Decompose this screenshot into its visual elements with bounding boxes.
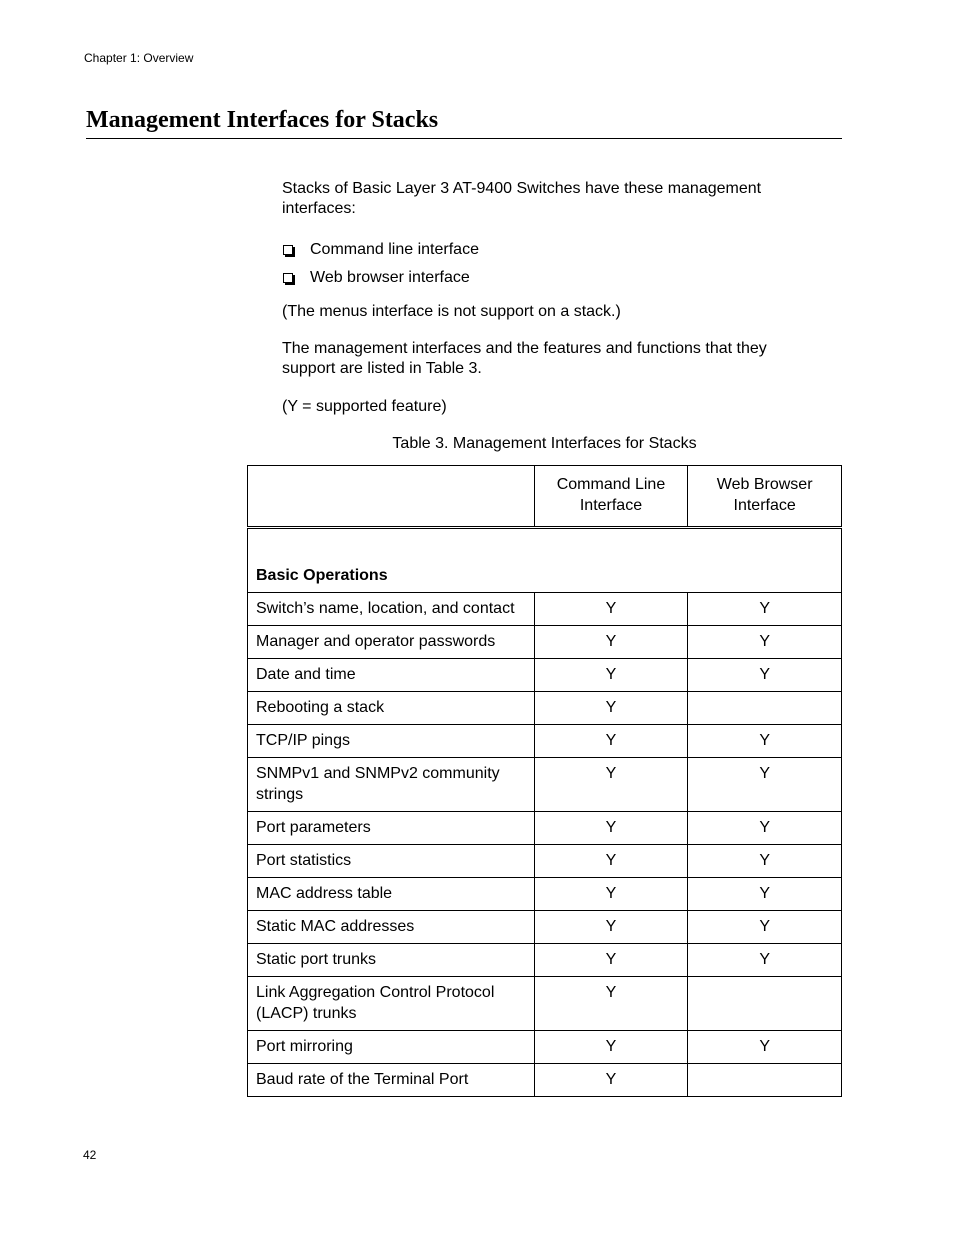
group-row-basic-operations <box>248 528 842 593</box>
web-support-cell: Y <box>688 878 842 911</box>
cli-support-cell: Y <box>534 944 688 977</box>
feature-cell: Rebooting a stack <box>248 692 535 725</box>
table-row <box>248 1064 842 1097</box>
table-header-row <box>248 466 842 528</box>
cli-support-cell: Y <box>534 626 688 659</box>
table-row <box>248 911 842 944</box>
web-support-cell: Y <box>688 911 842 944</box>
feature-cell: Date and time <box>248 659 535 692</box>
feature-cell: Static port trunks <box>248 944 535 977</box>
table-row <box>248 812 842 845</box>
web-support-cell <box>688 692 842 725</box>
section-title: Management Interfaces for Stacks <box>86 107 842 139</box>
table-row <box>248 944 842 977</box>
table-row <box>248 692 842 725</box>
bullet-item <box>282 264 479 292</box>
chapter-header: Chapter 1: Overview <box>84 51 194 65</box>
web-support-cell <box>688 1064 842 1097</box>
feature-cell: TCP/IP pings <box>248 725 535 758</box>
web-support-cell <box>688 977 842 1031</box>
table-row <box>248 878 842 911</box>
table-intro-paragraph: The management interfaces and the features and functions that they support are listed in Table 3. <box>282 340 767 377</box>
cli-support-cell: Y <box>534 812 688 845</box>
bullet-item-label: Web browser interface <box>310 269 470 286</box>
feature-cell: Port statistics <box>248 845 535 878</box>
feature-cell: SNMPv1 and SNMPv2 community strings <box>248 758 535 812</box>
cli-support-cell: Y <box>534 659 688 692</box>
web-support-cell: Y <box>688 845 842 878</box>
page-number: 42 <box>83 1148 97 1162</box>
bullet-item-label: Command line interface <box>310 241 479 258</box>
header-feature <box>248 466 535 528</box>
web-support-cell: Y <box>688 626 842 659</box>
legend-paragraph: (Y = supported feature) <box>282 398 447 415</box>
table-row <box>248 977 842 1031</box>
group-label: Basic Operations <box>248 528 842 593</box>
cli-support-cell: Y <box>534 878 688 911</box>
feature-cell: Port mirroring <box>248 1031 535 1064</box>
feature-cell: Baud rate of the Terminal Port <box>248 1064 535 1097</box>
web-support-cell: Y <box>688 725 842 758</box>
web-support-cell: Y <box>688 1031 842 1064</box>
table-caption: Table 3. Management Interfaces for Stacks <box>392 435 697 452</box>
checkbox-bullet-icon <box>283 245 293 255</box>
feature-cell: MAC address table <box>248 878 535 911</box>
table-row <box>248 659 842 692</box>
web-support-cell: Y <box>688 812 842 845</box>
cli-support-cell: Y <box>534 845 688 878</box>
table-row <box>248 725 842 758</box>
cli-support-cell: Y <box>534 758 688 812</box>
table-row <box>248 626 842 659</box>
web-support-cell: Y <box>688 944 842 977</box>
cli-support-cell: Y <box>534 1064 688 1097</box>
feature-cell: Switch’s name, location, and contact <box>248 593 535 626</box>
header-cli: Command Line Interface <box>534 466 688 528</box>
cli-support-cell: Y <box>534 692 688 725</box>
checkbox-bullet-icon <box>283 273 293 283</box>
web-support-cell: Y <box>688 593 842 626</box>
web-support-cell: Y <box>688 659 842 692</box>
bullet-item <box>282 236 479 264</box>
interface-bullet-list <box>282 236 479 292</box>
management-interfaces-table <box>247 465 842 1097</box>
cli-support-cell: Y <box>534 593 688 626</box>
table-row <box>248 758 842 812</box>
intro-paragraph: Stacks of Basic Layer 3 AT-9400 Switches have these management interfaces: <box>282 180 762 217</box>
feature-cell: Static MAC addresses <box>248 911 535 944</box>
table-row <box>248 593 842 626</box>
cli-support-cell: Y <box>534 977 688 1031</box>
menus-note-paragraph: (The menus interface is not support on a stack.) <box>282 303 621 320</box>
table-row <box>248 845 842 878</box>
header-web: Web Browser Interface <box>688 466 842 528</box>
table-row <box>248 1031 842 1064</box>
cli-support-cell: Y <box>534 1031 688 1064</box>
feature-cell: Manager and operator passwords <box>248 626 535 659</box>
cli-support-cell: Y <box>534 725 688 758</box>
web-support-cell: Y <box>688 758 842 812</box>
cli-support-cell: Y <box>534 911 688 944</box>
feature-cell: Port parameters <box>248 812 535 845</box>
feature-cell: Link Aggregation Control Protocol (LACP) trunks <box>248 977 535 1031</box>
